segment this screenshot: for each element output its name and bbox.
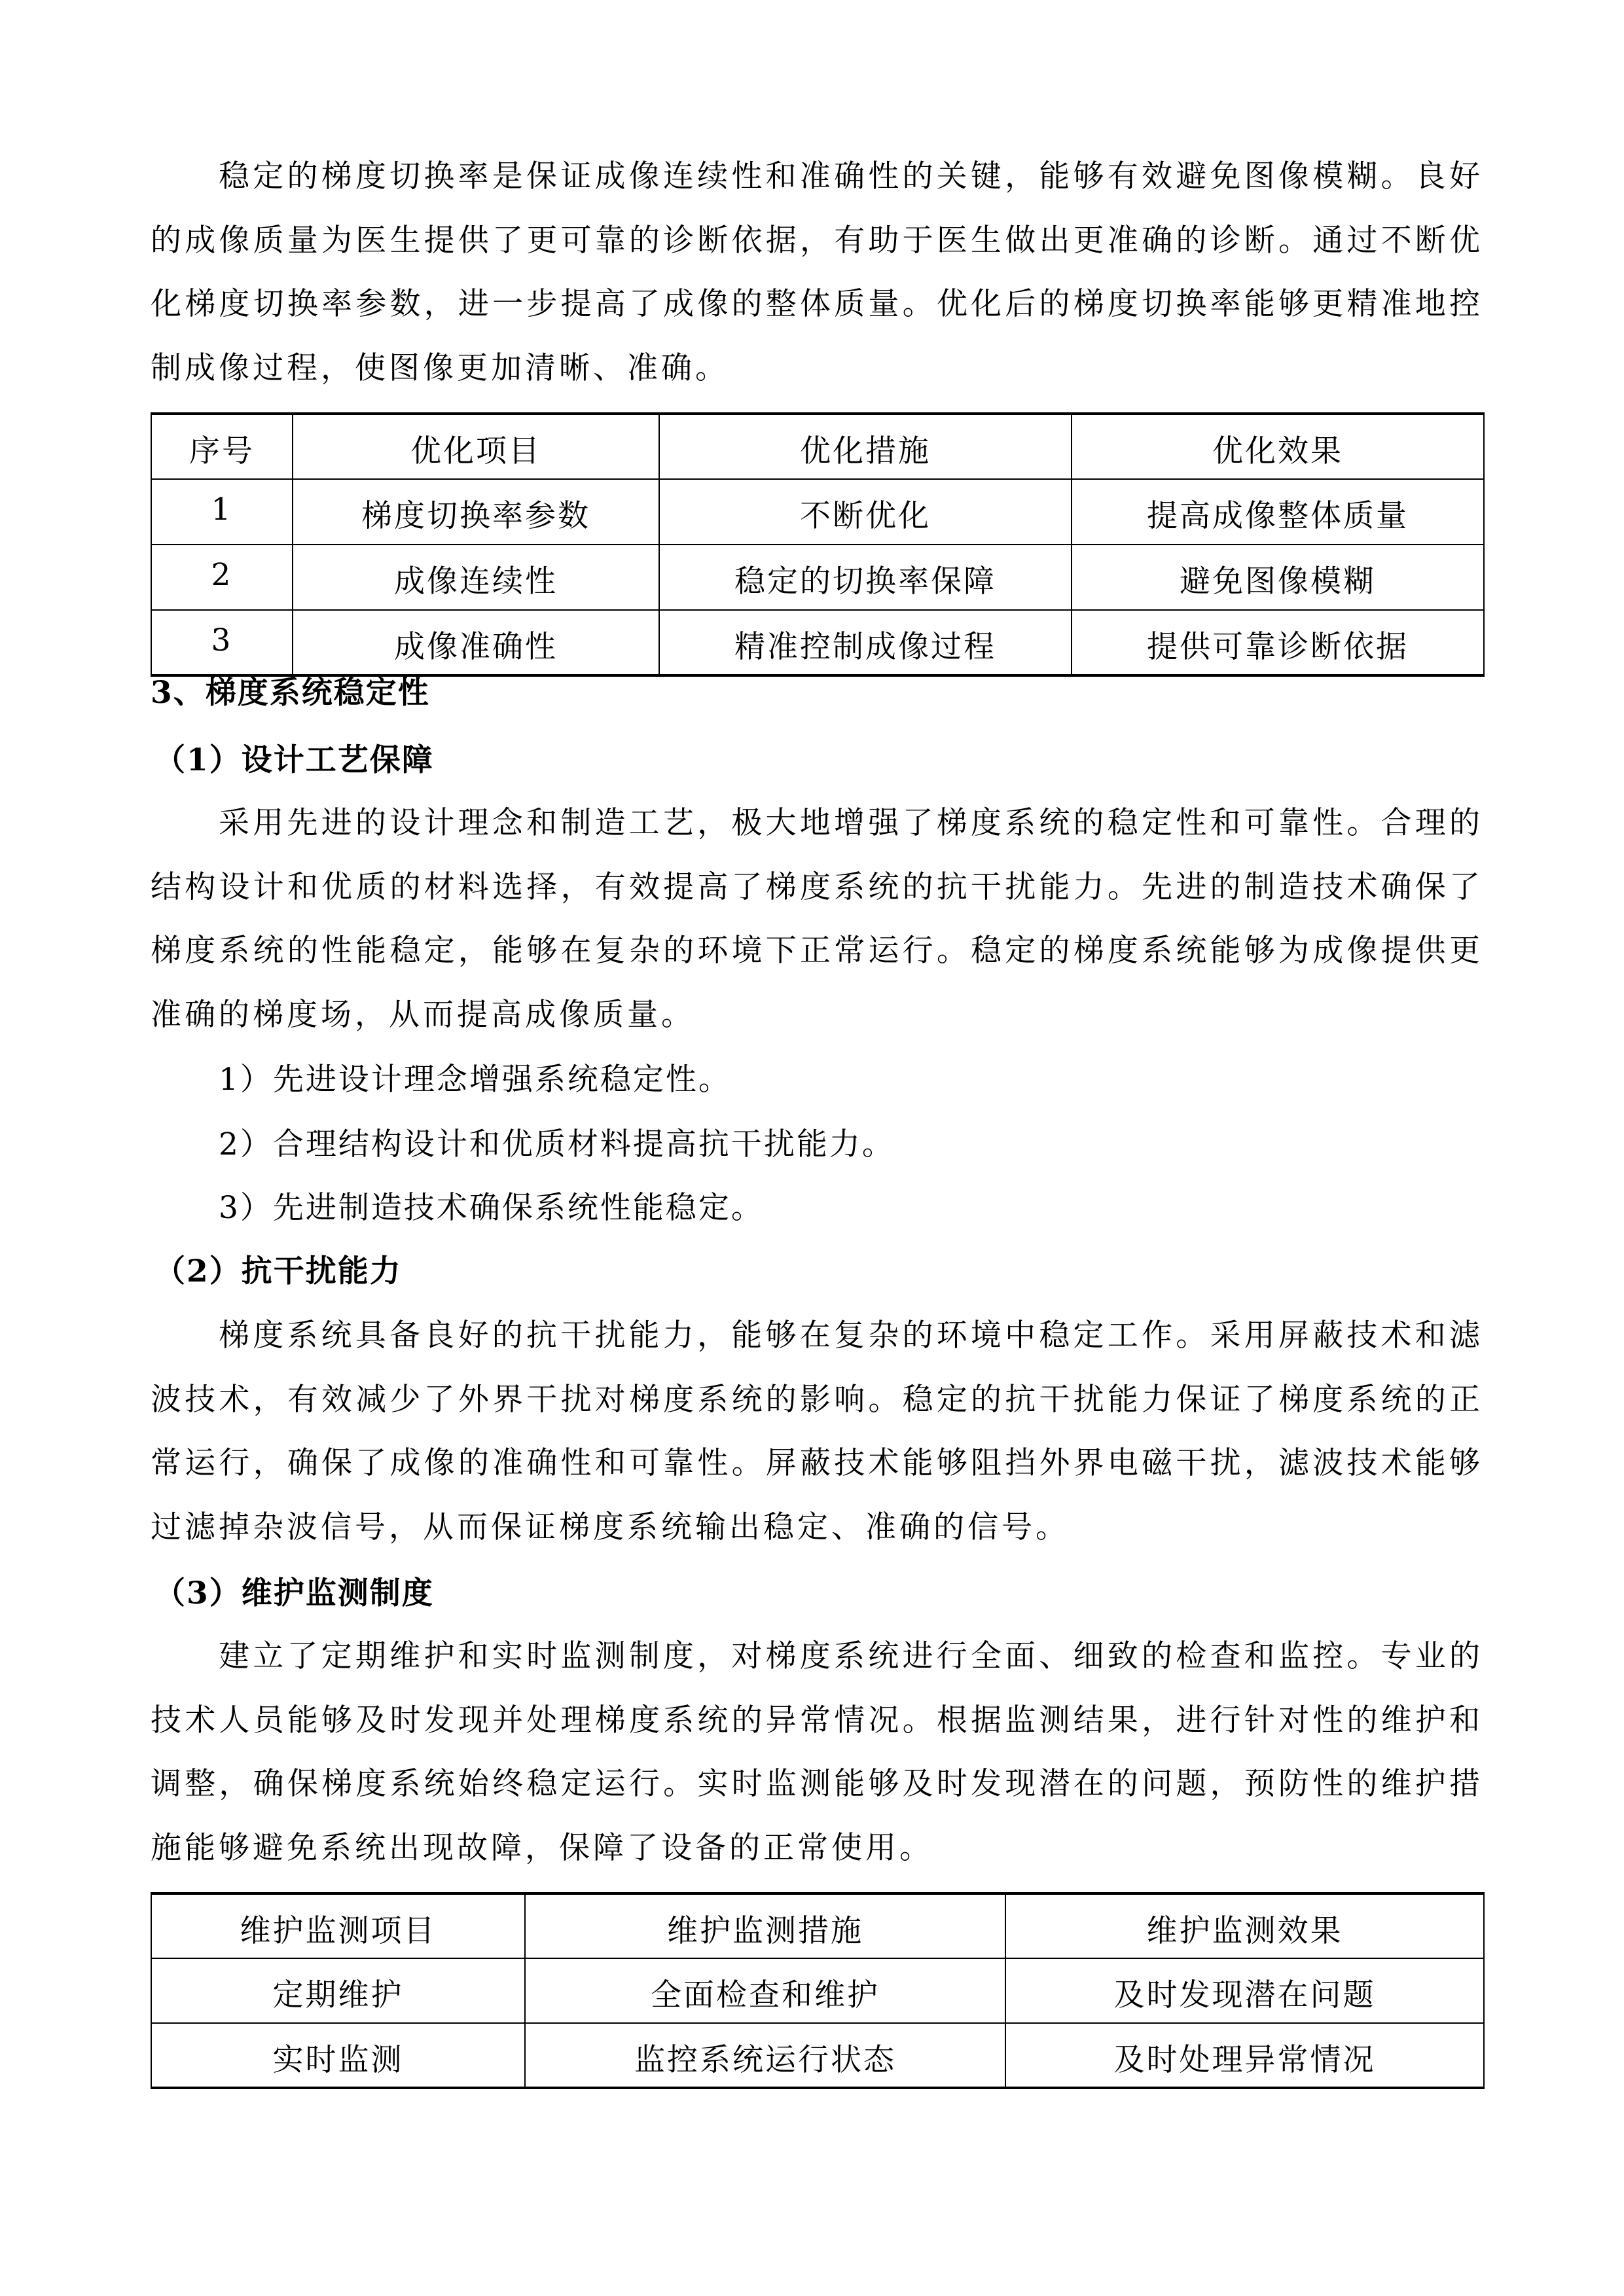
table-cell: 1 (151, 479, 293, 545)
list-item: 3）先进制造技术确保系统性能稳定。 (219, 1190, 764, 1226)
section-heading: 3、梯度系统稳定性 (151, 675, 430, 711)
paragraph: 梯度系统具备良好的抗干扰能力，能够在复杂的环境中稳定工作。采用屏蔽技术和滤波技术，有效减少了外界干扰对梯度系统的影响。稳定的抗干扰能力保证了梯度系统的正常运行，确保了成像的准确性和可靠性。屏蔽技术能够阻挡外界电磁干扰，滤波技术能够过滤掉杂波信号，从而保证梯度系统输出稳定、准确的信号。 (151, 1318, 1483, 1545)
table-header-row (151, 1893, 1484, 1958)
table-row (151, 2023, 1484, 2088)
table-cell: 3 (151, 610, 293, 675)
table-cell: 及时处理异常情况 (1005, 2023, 1484, 2088)
table-row (151, 1958, 1484, 2023)
table-cell: 全面检查和维护 (525, 1958, 1005, 2023)
table-cell: 成像准确性 (293, 610, 659, 675)
paragraph: 采用先进的设计理念和制造工艺，极大地增强了梯度系统的稳定性和可靠性。合理的结构设计和优质的材料选择，有效提高了梯度系统的抗干扰能力。先进的制造技术确保了梯度系统的性能稳定，能够在复杂的环境下正常运行。稳定的梯度系统能够为成像提供更准确的梯度场，从而提高成像质量。 (151, 805, 1483, 1033)
table-cell: 成像连续性 (293, 545, 659, 610)
table-cell: 定期维护 (151, 1958, 525, 2023)
table-header-cell: 维护监测效果 (1005, 1893, 1484, 1958)
paragraph: 建立了定期维护和实时监测制度，对梯度系统进行全面、细致的检查和监控。专业的技术人员能够及时发现并处理梯度系统的异常情况。根据监测结果，进行针对性的维护和调整，确保梯度系统始终稳定运行。实时监测能够及时发现潜在的问题，预防性的维护措施能够避免系统出现故障，保障了设备的正常使用。 (151, 1638, 1483, 1866)
table-cell: 避免图像模糊 (1072, 545, 1484, 610)
maintenance-table (151, 1892, 1485, 2089)
table-row (151, 479, 1484, 545)
table-cell: 稳定的切换率保障 (659, 545, 1072, 610)
subsection-heading: （1）设计工艺保障 (154, 742, 434, 778)
optimization-table (151, 412, 1485, 677)
table-cell: 提供可靠诊断依据 (1072, 610, 1484, 675)
table-header-row (151, 414, 1484, 479)
table-header-cell: 维护监测措施 (525, 1893, 1005, 1958)
table-cell: 实时监测 (151, 2023, 525, 2088)
table-header-cell: 优化效果 (1072, 414, 1484, 479)
table-cell: 精准控制成像过程 (659, 610, 1072, 675)
table-cell: 及时发现潜在问题 (1005, 1958, 1484, 2023)
intro-paragraph: 稳定的梯度切换率是保证成像连续性和准确性的关键，能够有效避免图像模糊。良好的成像质量为医生提供了更可靠的诊断依据，有助于医生做出更准确的诊断。通过不断优化梯度切换率参数，进一步提高了成像的整体质量。优化后的梯度切换率能够更精准地控制成像过程，使图像更加清晰、准确。 (151, 158, 1483, 386)
table-header-cell: 维护监测项目 (151, 1893, 525, 1958)
table-cell: 监控系统运行状态 (525, 2023, 1005, 2088)
list-item: 1）先进设计理念增强系统稳定性。 (219, 1062, 731, 1098)
table-header-cell: 优化措施 (659, 414, 1072, 479)
subsection-heading: （3）维护监测制度 (154, 1575, 434, 1611)
table-row (151, 545, 1484, 610)
subsection-heading: （2）抗干扰能力 (154, 1253, 402, 1289)
table-cell: 提高成像整体质量 (1072, 479, 1484, 545)
table-cell: 2 (151, 545, 293, 610)
table-header-cell: 序号 (151, 414, 293, 479)
table-cell: 不断优化 (659, 479, 1072, 545)
table-header-cell: 优化项目 (293, 414, 659, 479)
table-cell: 梯度切换率参数 (293, 479, 659, 545)
list-item: 2）合理结构设计和优质材料提高抗干扰能力。 (219, 1126, 895, 1162)
